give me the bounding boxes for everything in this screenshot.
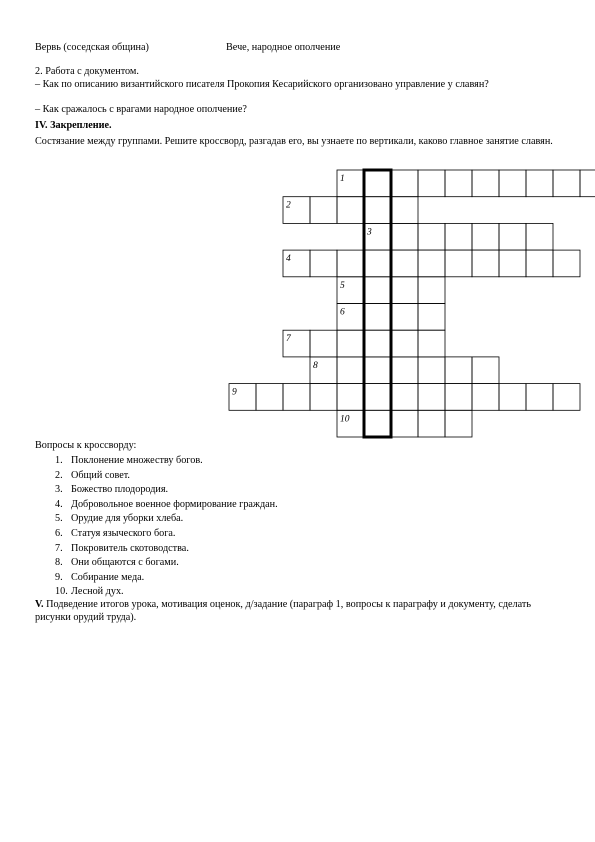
crossword-cell[interactable] — [391, 250, 418, 277]
question-item — [55, 557, 179, 569]
crossword-cell[interactable] — [526, 250, 553, 277]
document-question-1: – Как по описанию византийского писателя Прокопия Кесарийского организовано управление у славян? — [35, 79, 489, 90]
document-question-2: – Как сражалось с врагами народное ополчение? — [35, 104, 247, 115]
crossword-cell[interactable] — [391, 357, 418, 384]
question-item — [55, 572, 144, 584]
question-text: Добровольное военное формирование граждан. — [71, 498, 278, 510]
question-text: Статуя языческого бога. — [71, 528, 176, 539]
crossword-cell[interactable] — [364, 223, 391, 250]
crossword-cell[interactable] — [337, 250, 364, 277]
crossword-cell[interactable] — [337, 330, 364, 357]
crossword-row-10 — [337, 410, 472, 437]
crossword-cell[interactable] — [553, 384, 580, 411]
crossword-cell[interactable] — [391, 277, 418, 304]
crossword-key-column — [364, 170, 391, 437]
crossword-cell[interactable] — [337, 410, 364, 437]
crossword-cell[interactable] — [418, 330, 445, 357]
crossword-cell[interactable] — [499, 170, 526, 197]
question-number: 5. — [55, 513, 63, 525]
crossword-cell[interactable] — [445, 170, 472, 197]
questions-heading: Вопросы к кроссворду: — [35, 440, 137, 451]
crossword-cell[interactable] — [391, 384, 418, 411]
question-text: Орудие для уборки хлеба. — [71, 513, 184, 525]
crossword-row-1 — [337, 170, 595, 197]
crossword-cell[interactable] — [310, 357, 337, 384]
crossword-cell[interactable] — [445, 357, 472, 384]
crossword-cell[interactable] — [391, 223, 418, 250]
crossword-number: 6 — [340, 307, 345, 318]
crossword-cell[interactable] — [418, 410, 445, 437]
crossword-number: 9 — [232, 387, 237, 398]
question-text: Поклонение множеству богов. — [71, 455, 203, 466]
crossword-cell[interactable] — [310, 330, 337, 357]
crossword-cell[interactable] — [445, 223, 472, 250]
crossword-row-5 — [337, 277, 445, 304]
consolidation-heading: IV. Закрепление. — [35, 120, 112, 131]
crossword-number: 5 — [340, 280, 345, 291]
question-item — [55, 586, 124, 598]
crossword-cell[interactable] — [526, 384, 553, 411]
crossword-cell[interactable] — [553, 170, 580, 197]
crossword-cell[interactable] — [418, 250, 445, 277]
crossword-cell[interactable] — [283, 330, 310, 357]
question-number: 4. — [55, 498, 63, 510]
crossword-row-2 — [283, 197, 418, 224]
crossword-cell[interactable] — [418, 357, 445, 384]
crossword-cell[interactable] — [256, 384, 283, 411]
crossword-cell[interactable] — [364, 250, 391, 277]
summary-label: V. — [35, 599, 44, 610]
crossword-cell[interactable] — [283, 250, 310, 277]
crossword-cell[interactable] — [418, 170, 445, 197]
crossword-cell[interactable] — [364, 384, 391, 411]
question-text: Покровитель скотоводства. — [71, 542, 189, 554]
crossword-cell[interactable] — [364, 410, 391, 437]
question-item — [55, 499, 278, 511]
crossword-cell[interactable] — [418, 277, 445, 304]
crossword-cell[interactable] — [472, 384, 499, 411]
consolidation-intro: Состязание между группами. Решите кроссворд, разгадав его, вы узнаете по вертикали, каково главное занятие славян. — [35, 136, 553, 147]
crossword-cell[interactable] — [472, 250, 499, 277]
summary — [35, 599, 560, 624]
crossword-row-8 — [310, 357, 499, 384]
crossword-row-6 — [337, 304, 445, 331]
crossword-cell[interactable] — [391, 330, 418, 357]
crossword-cell[interactable] — [337, 357, 364, 384]
crossword-row-9 — [229, 384, 580, 411]
question-text: Общий совет. — [71, 469, 130, 481]
crossword-cell[interactable] — [337, 277, 364, 304]
crossword-cell[interactable] — [391, 197, 418, 224]
crossword-number: 8 — [313, 360, 318, 371]
crossword-number: 2 — [286, 200, 291, 211]
summary-text: Подведение итогов урока, мотивация оценок, д/задание (параграф 1, вопросы к параграфу и документу, сделать рисунки орудий труда). — [35, 599, 531, 623]
crossword-cell[interactable] — [526, 223, 553, 250]
question-item — [55, 484, 168, 496]
crossword-cell[interactable] — [310, 384, 337, 411]
crossword-cell[interactable] — [445, 410, 472, 437]
header-left: Вервь (соседская община) — [35, 42, 149, 53]
header-right: Вече, народное ополчение — [226, 42, 341, 53]
crossword-cell[interactable] — [580, 170, 595, 197]
question-text: Собирание меда. — [71, 571, 145, 583]
crossword-cell[interactable] — [418, 384, 445, 411]
crossword-cell[interactable] — [445, 250, 472, 277]
crossword-cell[interactable] — [472, 223, 499, 250]
crossword-cell[interactable] — [499, 223, 526, 250]
question-number: 10. — [55, 586, 68, 598]
question-item — [55, 528, 175, 540]
question-number: 6. — [55, 528, 63, 539]
question-number: 1. — [55, 455, 63, 466]
crossword-cell[interactable] — [472, 357, 499, 384]
question-number: 3. — [55, 484, 63, 496]
crossword-number: 3 — [367, 227, 372, 238]
crossword-cell[interactable] — [418, 304, 445, 331]
crossword-number: 7 — [286, 334, 291, 345]
crossword-cell[interactable] — [364, 170, 391, 197]
crossword-cell[interactable] — [337, 170, 364, 197]
crossword-cell[interactable] — [283, 384, 310, 411]
crossword-cell[interactable] — [391, 304, 418, 331]
crossword-cell[interactable] — [310, 250, 337, 277]
crossword-cell[interactable] — [337, 304, 364, 331]
document-section-title: 2. Работа с документом. — [35, 66, 139, 77]
crossword-row-4 — [283, 250, 580, 277]
crossword-cell[interactable] — [391, 170, 418, 197]
question-item — [55, 470, 130, 482]
crossword-cell[interactable] — [391, 410, 418, 437]
question-number: 9. — [55, 571, 63, 583]
crossword-cell[interactable] — [526, 170, 553, 197]
crossword-cell[interactable] — [229, 384, 256, 411]
question-number: 2. — [55, 469, 63, 481]
crossword-cell[interactable] — [364, 304, 391, 331]
question-number: 7. — [55, 542, 63, 554]
crossword-cell[interactable] — [364, 357, 391, 384]
question-item — [55, 455, 203, 467]
question-item — [55, 513, 183, 525]
question-number: 8. — [55, 557, 63, 569]
question-item — [55, 543, 189, 555]
question-text: Лесной дух. — [71, 586, 124, 598]
crossword-number: 10 — [340, 414, 350, 425]
crossword-number: 1 — [340, 174, 345, 184]
crossword-cell[interactable] — [553, 250, 580, 277]
crossword-cell[interactable] — [499, 384, 526, 411]
crossword-cell[interactable] — [337, 384, 364, 411]
crossword-cell[interactable] — [283, 197, 310, 224]
crossword-cell[interactable] — [364, 330, 391, 357]
crossword-cell[interactable] — [310, 197, 337, 224]
crossword-cell[interactable] — [337, 197, 364, 224]
question-text: Божество плодородия. — [71, 484, 169, 496]
crossword-row-7 — [283, 330, 445, 357]
question-text: Они общаются с богами. — [71, 557, 179, 569]
crossword-cell[interactable] — [364, 277, 391, 304]
crossword-number: 4 — [286, 254, 291, 265]
crossword-cell[interactable] — [418, 223, 445, 250]
crossword-cell[interactable] — [445, 384, 472, 411]
crossword-row-3 — [364, 223, 553, 250]
crossword-cell[interactable] — [499, 250, 526, 277]
crossword-cell[interactable] — [472, 170, 499, 197]
crossword-cell[interactable] — [364, 197, 391, 224]
